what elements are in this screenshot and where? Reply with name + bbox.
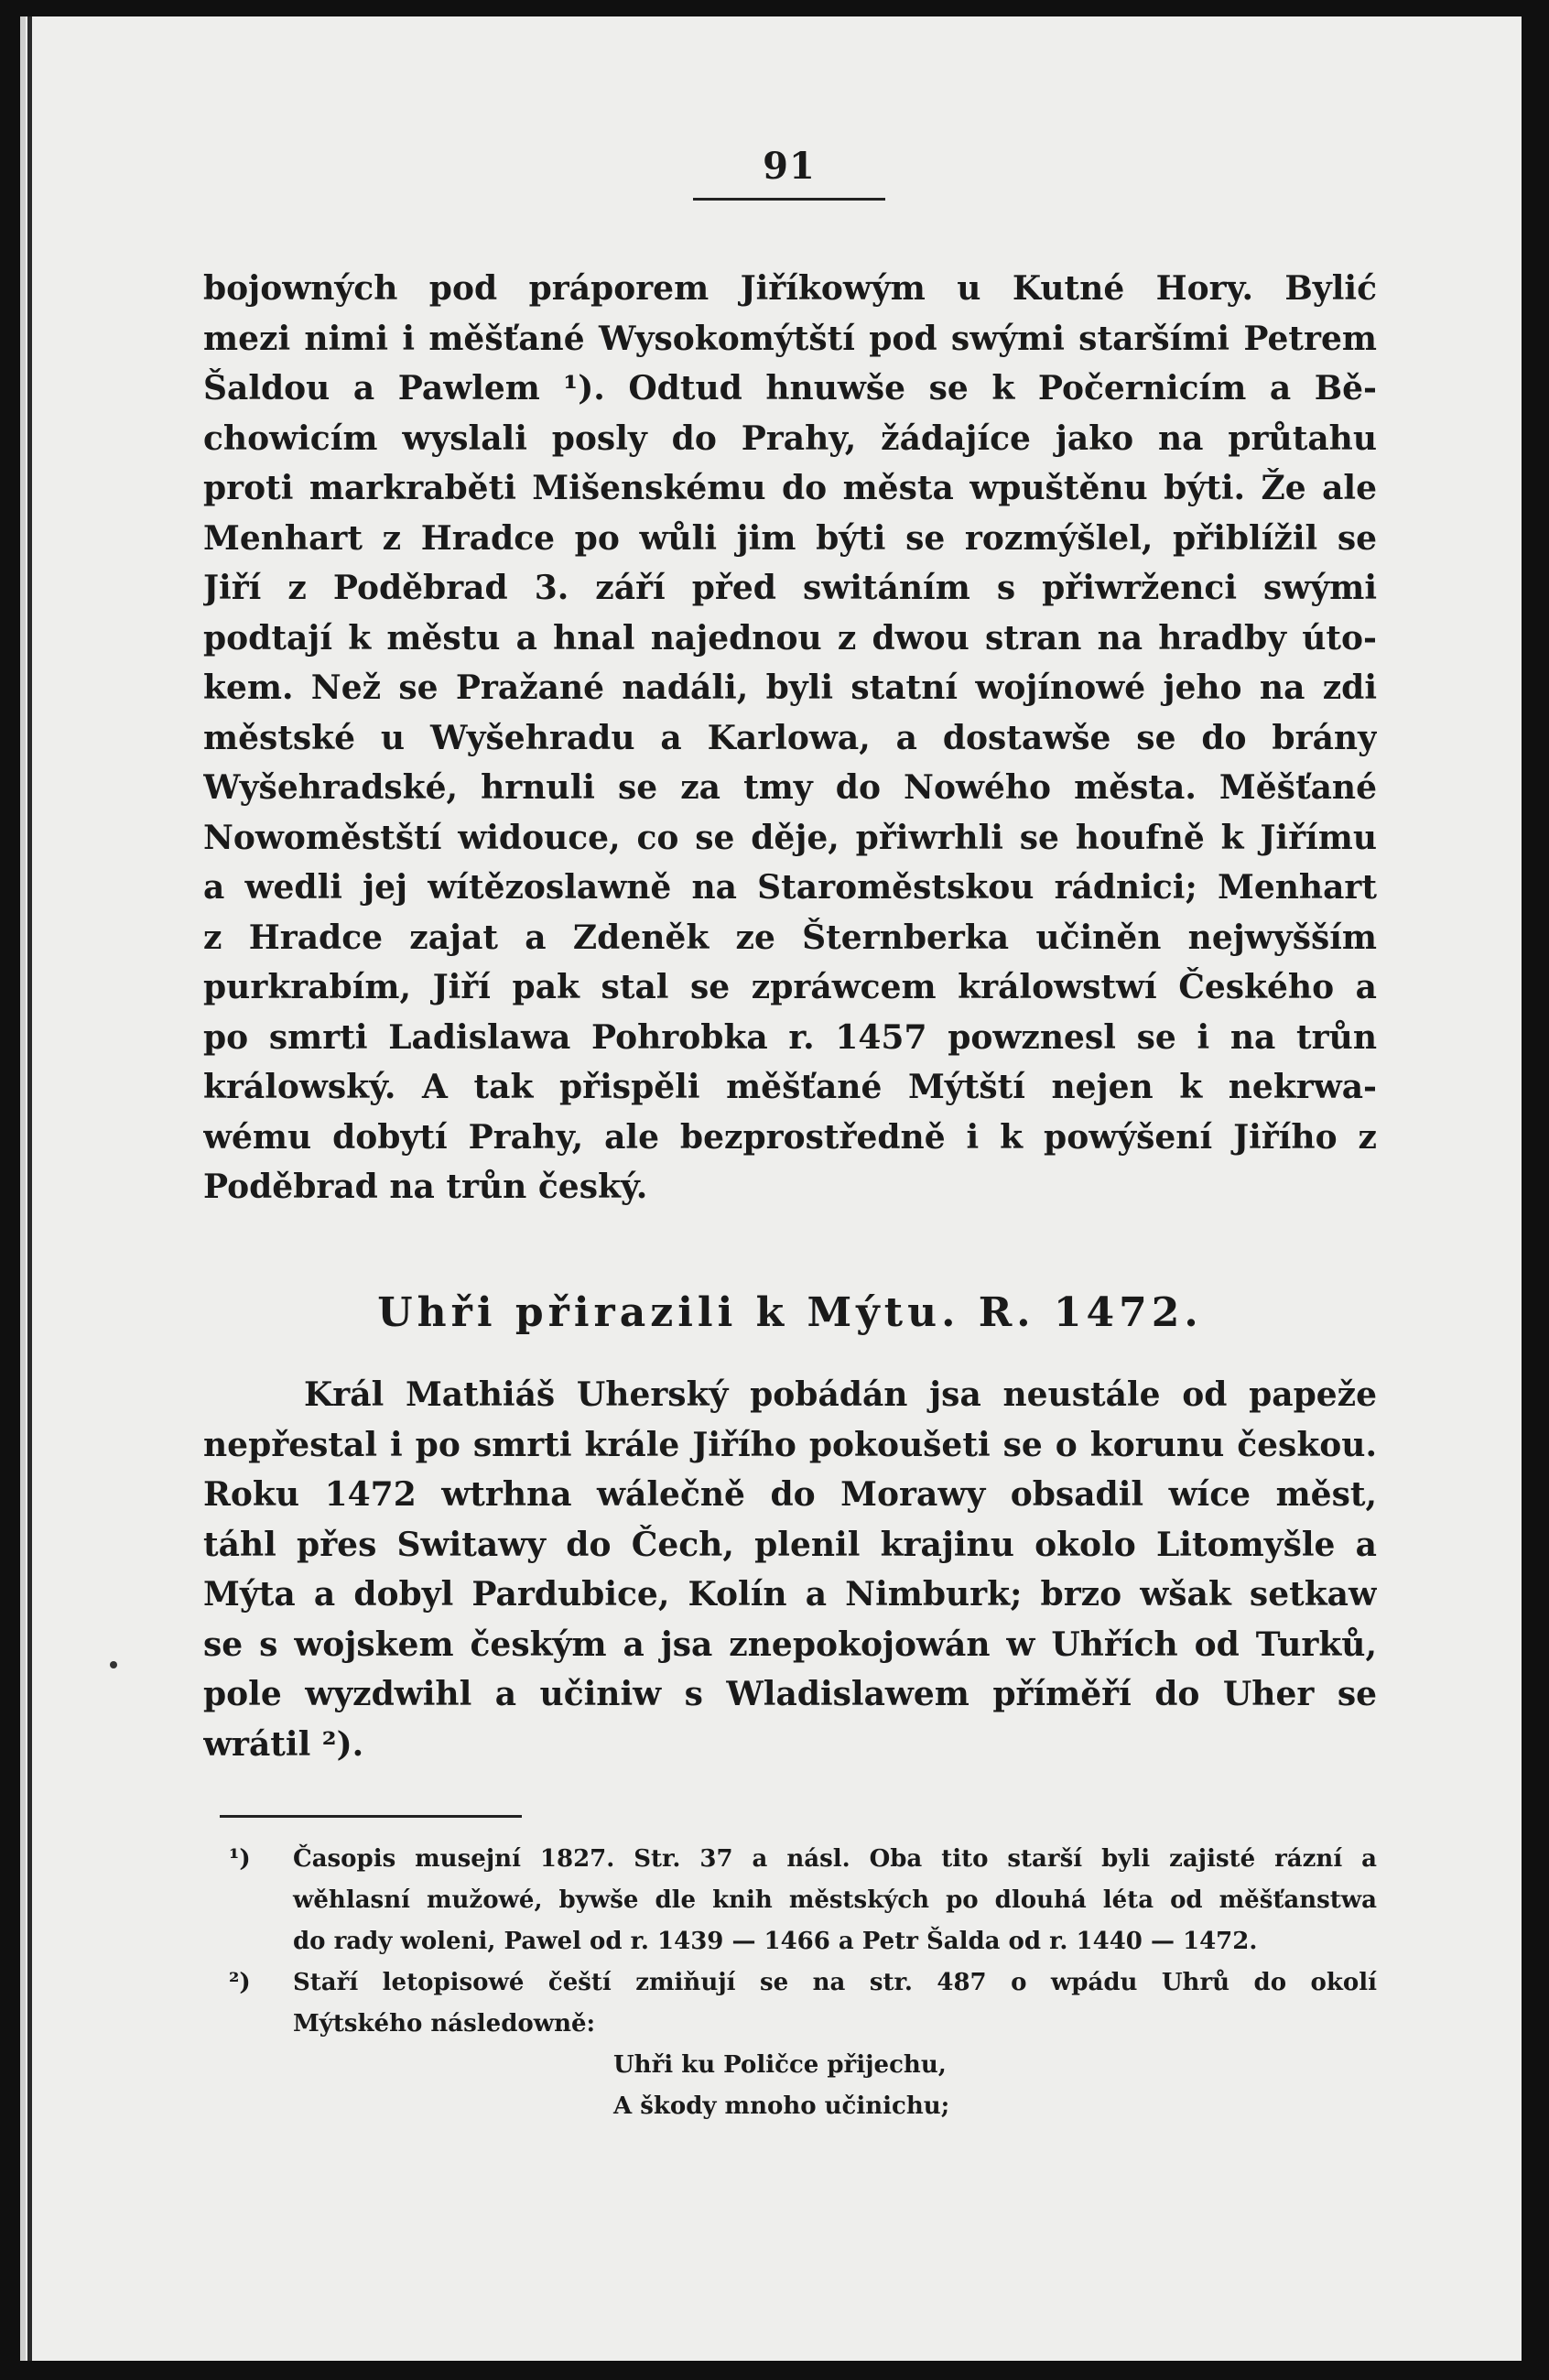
text-line: po smrti Ladislawa Pohrobka r. 1457 powznesl se i na trůn: [203, 1017, 1377, 1057]
section-heading: Uhři přirazili k Mýtu. R. 1472.: [377, 1289, 1203, 1336]
text-line: podtají k městu a hnal najednou z dwou stran na hradby úto-: [203, 618, 1377, 657]
text-line: se s wojskem českým a jsa znepokojowán w Uhřích od Turků,: [203, 1625, 1377, 1664]
footnotes: [229, 1839, 1377, 2127]
text-line: Roku 1472 wtrhna wálečně do Morawy obsadil wíce měst,: [203, 1475, 1377, 1514]
footnote-1-text: Časopis musejní 1827. Str. 37 a násl. Oba tito starší byli zajisté rázní a: [293, 1845, 1377, 1873]
footnote-1-line: wěhlasní mužowé, bywše dle knih městských po dlouhá léta od měšťanstwa: [293, 1886, 1377, 1914]
paragraph-2: [203, 1370, 1377, 1769]
verse-line: Uhři ku Poličce přijechu,: [613, 2051, 947, 2079]
text-line: proti markraběti Mišenskému do města wpuštěnu býti. Že ale: [203, 469, 1377, 507]
stray-ink-mark: [110, 1661, 117, 1668]
text-line: Wyšehradské, hrnuli se za tmy do Nowého města. Měšťané: [203, 768, 1377, 807]
footnote-2-marker: ²): [229, 1969, 251, 1996]
page-number: 91: [763, 145, 816, 188]
text-line: Nowoměstští widouce, co se děje, přiwrhli se houfně k Jiřímu: [203, 818, 1377, 857]
text-line: z Hradce zajat a Zdeněk ze Šternberka učiněn nejwyšším: [203, 918, 1377, 957]
text-line: Menhart z Hradce po wůli jim býti se rozmýšlel, přiblížil se: [203, 518, 1377, 558]
text-line: chowicím wyslali posly do Prahy, žádajíce jako na průtahu: [203, 418, 1377, 458]
footnote-1-marker: ¹): [229, 1845, 251, 1873]
text-line: Poděbrad na trůn český.: [203, 1168, 648, 1206]
text-line: Mýta a dobyl Pardubice, Kolín a Nimburk; brzo wšak setkaw: [203, 1575, 1377, 1614]
verse-line: A škody mnoho učinichu;: [613, 2092, 950, 2120]
text-line: a wedli jej wítězoslawně na Staroměstskou rádnici; Menhart: [203, 868, 1377, 907]
text-line: bojowných pod práporem Jiříkowým u Kutné Hory. Bylić: [203, 269, 1377, 308]
paragraph-1: [203, 264, 1377, 1212]
text-line: kem. Než se Pražané nadáli, byli statní wojínowé jeho na zdi: [203, 668, 1377, 707]
text-line: pole wyzdwihl a učiniw s Wladislawem příměří do Uher se: [203, 1675, 1377, 1713]
text-line: táhl přes Switawy do Čech, plenil krajinu okolo Litomyšle a: [203, 1525, 1377, 1564]
text-line: králowský. A tak přispěli měšťané Mýtští nejen k nekrwa-: [203, 1068, 1377, 1106]
footnote-2-text: Staří letopisowé čeští zmiňují se na str. 487 o wpádu Uhrů do okolí: [293, 1969, 1377, 1996]
text-line: purkrabím, Jiří pak stal se zpráwcem králowstwí Českého a: [203, 968, 1377, 1006]
text-line: wrátil ²).: [203, 1724, 364, 1764]
text-line: nepřestal i po smrti krále Jiřího pokoušeti se o korunu českou.: [203, 1425, 1377, 1464]
text-line: městské u Wyšehradu a Karlowa, a dostawše se do brány: [203, 718, 1377, 757]
footnote-rule: [220, 1815, 522, 1818]
text-line: mezi nimi i měšťané Wysokomýtští pod swými staršími Petrem: [203, 319, 1377, 358]
book-page: [20, 16, 1522, 2361]
page-left-edge: [27, 16, 32, 2361]
text-line: wému dobytí Prahy, ale bezprostředně i k powýšení Jiřího z: [203, 1117, 1377, 1157]
footnote-2-line: [229, 1962, 1377, 2004]
text-line: Král Mathiáš Uherský pobádán jsa neustále od papeže: [304, 1375, 1377, 1414]
page-number-rule: [693, 198, 885, 201]
footnote-2-line: Mýtského následowně:: [293, 2010, 596, 2038]
text-line: Jiří z Poděbrad 3. září před switáním s přiwrženci swými: [203, 569, 1377, 607]
text-line: Šaldou a Pawlem ¹). Odtud hnuwše se k Počernicím a Bě-: [203, 369, 1377, 408]
footnote-1-line: do rady woleni, Pawel od r. 1439 — 1466 a Petr Šalda od r. 1440 — 1472.: [293, 1928, 1258, 1955]
footnote-1-line: [229, 1839, 1377, 1880]
